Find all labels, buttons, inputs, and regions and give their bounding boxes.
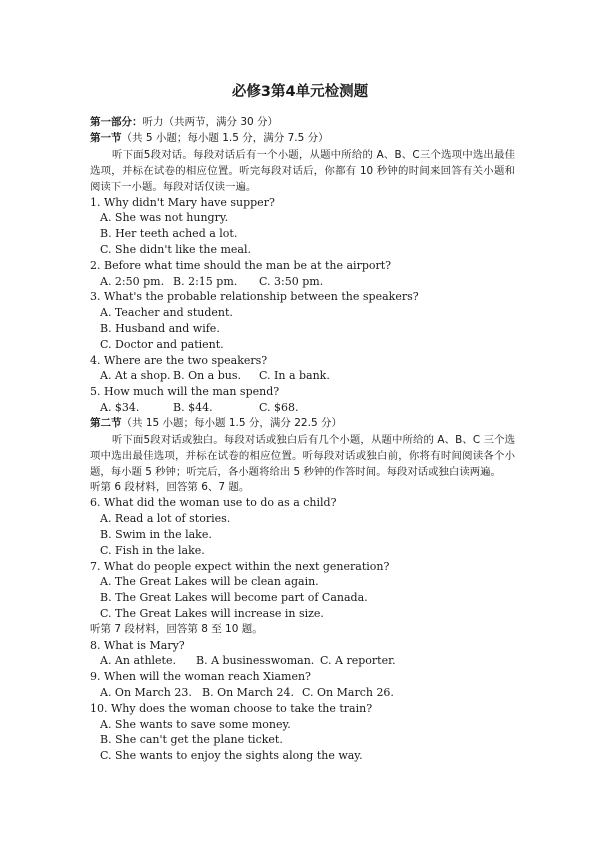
q5-option-a: A. $34. bbox=[100, 400, 140, 414]
section1-text: （共 5 小题；每小题 1.5 分，满分 7.5 分） bbox=[121, 131, 329, 144]
q7-option-c: C. The Great Lakes will increase in size. bbox=[100, 606, 324, 620]
exam-content bbox=[90, 115, 515, 764]
q1-option-a: A. She was not hungry. bbox=[100, 211, 229, 225]
material-6-note: 听第 6 段材料，回答第 6、7 题。 bbox=[90, 480, 250, 493]
question-9: 9. When will the woman reach Xiamen? bbox=[90, 670, 311, 684]
question-4: 4. Where are the two speakers? bbox=[90, 353, 268, 367]
question-3: 3. What's the probable relationship between the speakers? bbox=[90, 290, 419, 304]
q9-option-b: B. On March 24. bbox=[202, 685, 294, 699]
q6-option-c: C. Fish in the lake. bbox=[100, 543, 205, 557]
q2-option-a: A. 2:50 pm. bbox=[100, 274, 165, 288]
q9-option-c: C. On March 26. bbox=[302, 685, 394, 699]
q4-option-c: C. In a bank. bbox=[259, 369, 330, 383]
part1-text: 听力（共两节，满分 30 分） bbox=[142, 116, 279, 128]
q3-option-a: A. Teacher and student. bbox=[100, 306, 233, 320]
q1-option-b: B. Her teeth ached a lot. bbox=[100, 227, 238, 241]
question-2: 2. Before what time should the man be at the airport? bbox=[90, 258, 392, 272]
q10-option-c: C. She wants to enjoy the sights along the way. bbox=[100, 749, 363, 763]
q3-option-c: C. Doctor and patient. bbox=[100, 337, 224, 351]
q10-option-a: A. She wants to save some money. bbox=[100, 717, 291, 731]
section2-label: 第二节 bbox=[90, 416, 122, 429]
q1-option-c: C. She didn't like the meal. bbox=[100, 242, 252, 256]
q2-option-c: C. 3:50 pm. bbox=[259, 274, 324, 288]
section2-instructions: 听下面5段对话或独白。每段对话或独白后有几个小题，从题中所给的 A、B、C 三个选项中选出最佳选项，并标在试卷的相应位置。听每段对话或独白前，你将有时间阅读各个小题，每小题 5 秒钟；听完后，各小题将给出 5 秒钟的作答时间。每段对话或独白读两遍。 bbox=[90, 433, 515, 478]
q4-option-b: B. On a bus. bbox=[173, 369, 241, 383]
q9-option-a: A. On March 23. bbox=[100, 685, 192, 699]
q2-options bbox=[90, 274, 515, 290]
part1-heading bbox=[90, 115, 515, 131]
q2-option-b: B. 2:15 pm. bbox=[173, 274, 238, 288]
q3-option-b: B. Husband and wife. bbox=[100, 321, 220, 335]
q5-options bbox=[90, 400, 515, 416]
material-7-note: 听第 7 段材料，回答第 8 至 10 题。 bbox=[90, 622, 263, 635]
q8-option-b: B. A businesswoman. bbox=[196, 654, 315, 668]
q8-option-c: C. A reporter. bbox=[320, 654, 396, 668]
q8-option-a: A. An athlete. bbox=[100, 654, 176, 668]
question-7: 7. What do people expect within the next generation? bbox=[90, 559, 390, 573]
part1-label: 第一部分： bbox=[90, 116, 143, 128]
section1-label: 第一节 bbox=[90, 131, 122, 144]
q5-option-b: B. $44. bbox=[173, 400, 213, 414]
q6-option-a: A. Read a lot of stories. bbox=[100, 512, 231, 526]
q10-option-b: B. She can't get the plane ticket. bbox=[100, 733, 283, 747]
question-10: 10. Why does the woman choose to take the train? bbox=[90, 701, 373, 715]
section2-text: （共 15 小题；每小题 1.5 分，满分 22.5 分） bbox=[121, 416, 342, 429]
q5-option-c: C. $68. bbox=[259, 400, 299, 414]
q4-options bbox=[90, 368, 515, 384]
section1-heading bbox=[90, 131, 515, 147]
question-8: 8. What is Mary? bbox=[90, 638, 185, 652]
q8-options bbox=[90, 653, 515, 669]
q6-option-b: B. Swim in the lake. bbox=[100, 527, 212, 541]
q7-option-b: B. The Great Lakes will become part of Canada. bbox=[100, 591, 368, 605]
question-6: 6. What did the woman use to do as a child? bbox=[90, 496, 337, 510]
question-5: 5. How much will the man spend? bbox=[90, 385, 280, 399]
q7-option-a: A. The Great Lakes will be clean again. bbox=[100, 575, 319, 589]
section1-instructions: 听下面5段对话。每段对话后有一个小题，从题中所给的 A、B、C三个选项中选出最佳选项，并标在试卷的相应位置。听完每段对话后，你都有 10 秒钟的时间来回答有关小题和阅读下一小题。每段对话仅读一遍。 bbox=[90, 148, 515, 193]
section2-heading bbox=[90, 416, 515, 432]
question-1: 1. Why didn't Mary have supper? bbox=[90, 195, 275, 209]
q4-option-a: A. At a shop. bbox=[100, 369, 171, 383]
q9-options bbox=[90, 685, 515, 701]
page-title: 必修3第4单元检测题 bbox=[231, 84, 369, 100]
